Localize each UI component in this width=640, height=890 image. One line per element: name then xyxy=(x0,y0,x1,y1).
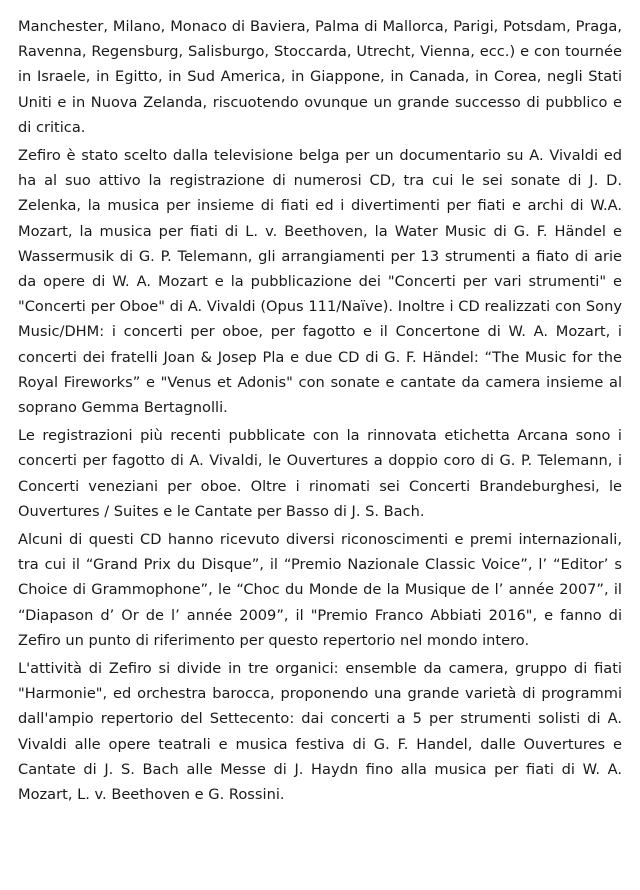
paragraph-tours: Manchester, Milano, Monaco di Baviera, Palma di Mallorca, Parigi, Potsdam, Praga, Ravenna, Regensburg, Salisburgo, Stoccarda, Utrecht, Vienna, ecc.) e con tournée in Israele, in Egitto, in Sud America, in Giappone, in Canada, in Corea, negli Stati Uniti e in Nuova Zelanda, riscuotendo ovunque un grande successo di pubblico e di critica. xyxy=(18,18,622,136)
paragraph-recordings: Zefiro è stato scelto dalla televisione belga per un documentario su A. Vivaldi ed ha al suo attivo la registrazione di numerosi CD, tra cui le sei sonate di J. D. Zelenka, la musica per insieme di fiati ed i divertimenti per fiati e archi di W.A. Mozart, la musica per fiati di L. v. Beethoven, la Water Music di G. F. Händel e Wassermusik di G. P. Telemann, gli arrangiamenti per 13 strumenti a fiato di arie da opere di W. A. Mozart e la pubblicazione dei "Concerti per vari strumenti" e "Concerti per Oboe" di A. Vivaldi (Opus 111/Naïve). Inoltre i CD realizzati con Sony Music/DHM: i concerti per oboe, per fagotto e il Concertone di W. A. Mozart, i concerti dei fratelli Joan & Josep Pla e due CD di G. F. Händel: “The Music for the Royal Fireworks” e "Venus et Adonis" con sonate e cantate da camera insieme al soprano Gemma Bertagnolli. xyxy=(18,147,622,417)
paragraph-arcana-recordings: Le registrazioni più recenti pubblicate con la rinnovata etichetta Arcana sono i concerti per fagotto di A. Vivaldi, le Ouvertures a doppio coro di G. P. Telemann, i Concerti veneziani per oboe. Oltre i rinomati sei Concerti Brandeburghesi, le Ouvertures / Suites e le Cantate per Basso di J. S. Bach. xyxy=(18,427,622,520)
paragraph-awards: Alcuni di questi CD hanno ricevuto diversi riconoscimenti e premi internazionali, tra cui il “Grand Prix du Disque”, il “Premio Nazionale Classic Voice”, l’ “Editor’ s Choice di Grammophone”, le “Choc du Monde de la Musique de l’ année 2007”, il “Diapason d’ Or de l’ année 2009”, il "Premio Franco Abbiati 2016", e fanno di Zefiro un punto di riferimento per questo repertorio nel mondo intero. xyxy=(18,531,622,649)
document-body xyxy=(18,14,622,807)
paragraph-ensembles: L'attività di Zefiro si divide in tre organici: ensemble da camera, gruppo di fiati "Harmonie", ed orchestra barocca, proponendo una grande varietà di programmi dall'ampio repertorio del Settecento: dai concerti a 5 per strumenti solisti di A. Vivaldi alle opere teatrali e musica festiva di G. F. Handel, dalle Ouvertures e Cantate di J. S. Bach alle Messe di J. Haydn fino alla musica per fiati di W. A. Mozart, L. v. Beethoven e G. Rossini. xyxy=(18,660,622,804)
